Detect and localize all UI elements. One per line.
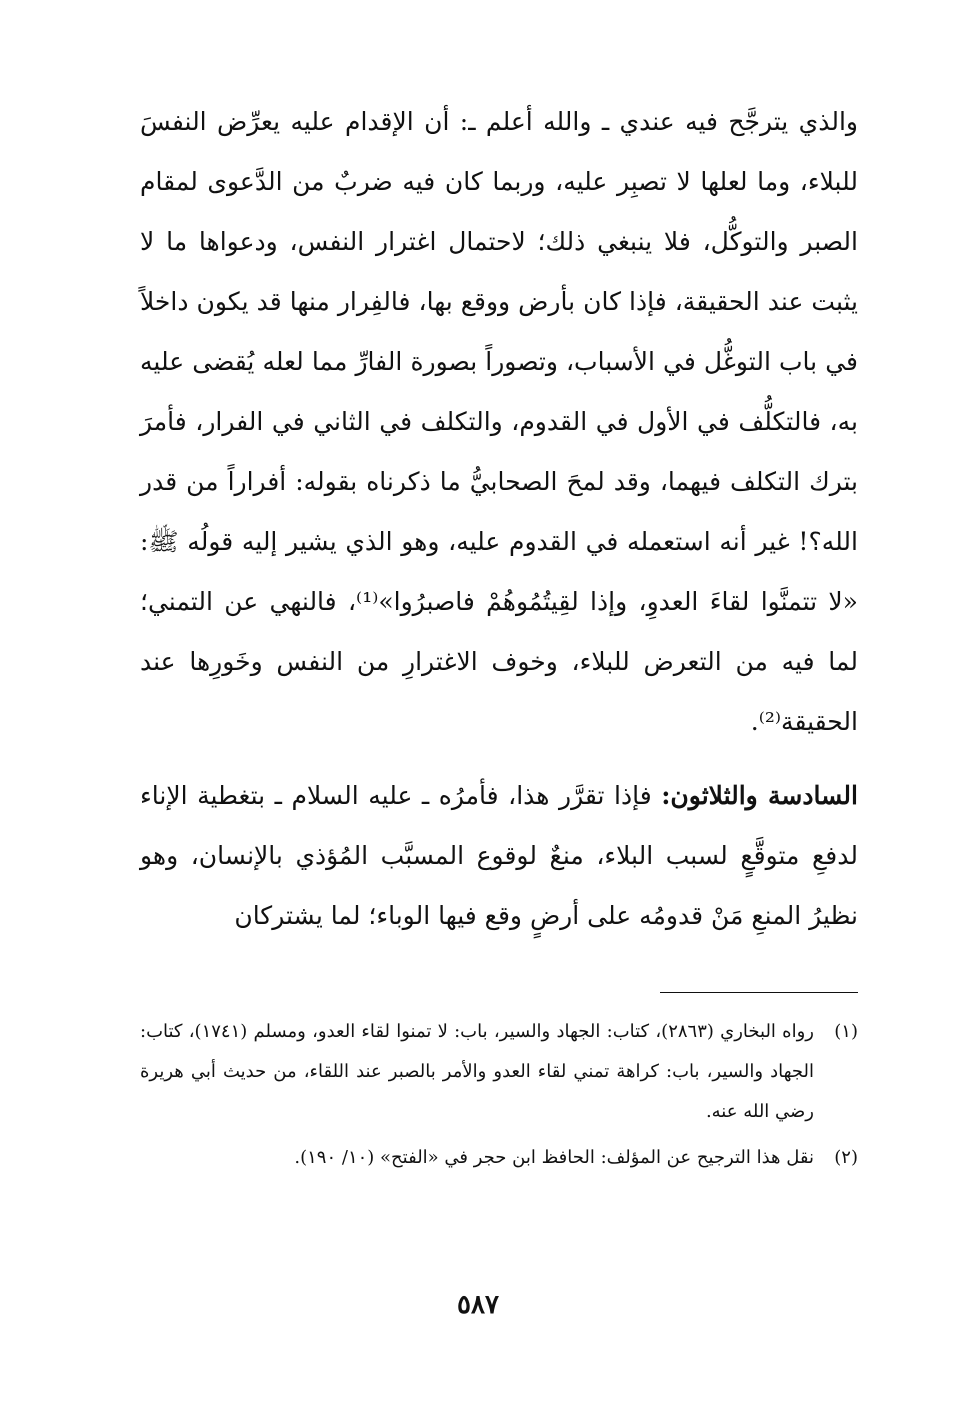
paragraph-text: فإذا تقرَّر هذا، فأمرُه ـ عليه السلام ـ بتغطية الإناء لدفعِ متوقَّعٍ لسبب البلاء، منعٌ لوقوع المسبَّب المُؤذي بالإنسان، وهو نظيرُ المنعِ مَنْ قدومُه على أرضٍ وقع فيها الوباء؛ لما يشتركان (140, 781, 858, 930)
footnote (140, 1138, 858, 1178)
footnote-number: (٢) (834, 1147, 858, 1168)
paragraph: والذي يترجَّح فيه عندي ـ والله أعلم ـ: أن الإقدام عليه يعرِّض النفسَ للبلاء، وما لعلها لا تصبِر عليه، وربما كان فيه ضربٌ من الدَّعوى لمقام الصبر والتوكُّل، فلا ينبغي ذلك؛ لاحتمال اغترار النفس، ودعواها ما لا يثبت عند الحقيقة، فإذا كان بأرض ووقع بها، فالفِرار منها قد يكون داخلاً في باب التوغُّل في الأسباب، وتصوراً بصورة الفارِّ مما لعله يُقضى عليه به، فالتكلُّف في الأول في القدوم، والتكلف في الثاني في الفرار، فأمرَ بترك التكلف فيهما، وقد لمحَ الصحابيُّ ما ذكرناه بقوله: أفراراً من قدر الله؟! غير أنه استعمله في القدوم عليه، وهو الذي يشير إليه قولُه ﷺ: «لا تتمنَّوا لقاءَ العدوِ، وإذا لقِيتُمُوهُمْ فاصبرُوا»⁽¹⁾، فالنهي عن التمني؛ لما فيه من التعرض للبلاء، وخوف الاغترارِ من النفس وخَورِها عند الحقيقة⁽²⁾. (140, 107, 858, 736)
footnote (140, 1012, 858, 1132)
footnote-number: (١) (834, 1021, 858, 1042)
paragraph (140, 766, 858, 946)
section-heading: السادسة والثلاثون: (661, 781, 858, 810)
page-number: ٥٨٧ (457, 1290, 499, 1320)
footnote-separator (660, 992, 858, 993)
footnotes (140, 1012, 858, 1178)
main-text (140, 92, 858, 946)
footnote-text: رواه البخاري (٢٨٦٣)، كتاب: الجهاد والسير، باب: لا تمنوا لقاء العدو، ومسلم (١٧٤١)، كتاب: الجهاد والسير، باب: كراهة تمني لقاء العدو والأمر بالصبر عند اللقاء، من حديث أبي هريرة رضي الله عنه. (140, 1021, 814, 1122)
footnote-text: نقل هذا الترجيح عن المؤلف: الحافظ ابن حجر في «الفتح» (١٠/ ١٩٠). (294, 1147, 814, 1168)
